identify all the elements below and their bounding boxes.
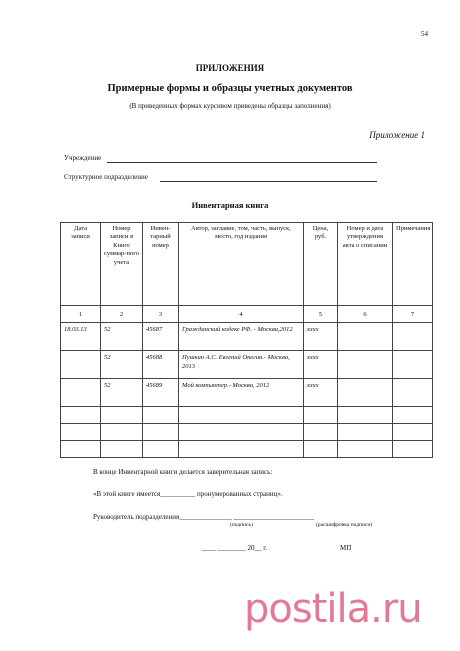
table-row [61, 351, 433, 379]
column-number: 3 [143, 306, 179, 323]
cell-record-number: 52 [101, 351, 143, 379]
cell-price: хххх [304, 379, 338, 407]
inventory-table [60, 222, 433, 458]
column-number-row [61, 306, 433, 323]
cell-price: хххх [304, 351, 338, 379]
table-header-row [61, 223, 433, 306]
cell-empty [143, 424, 179, 441]
column-number: 2 [101, 306, 143, 323]
cell-notes [393, 351, 433, 379]
institution-line [107, 162, 377, 163]
column-number: 1 [61, 306, 101, 323]
section-title: ПРИЛОЖЕНИЯ [195, 63, 265, 73]
cell-date: 18.03.13 [61, 323, 101, 351]
cell-empty [338, 441, 393, 458]
header-writeoff-act: Номер и дата утверждения акта о списании [338, 223, 393, 306]
header-date: Дата записи [61, 223, 101, 306]
cell-empty [179, 441, 304, 458]
cell-title: Пушкин А.С. Евгений Онегин.- Москва, 2013 [179, 351, 304, 379]
table-row-empty [61, 407, 433, 424]
cell-empty [101, 407, 143, 424]
cell-empty [338, 407, 393, 424]
column-number: 5 [304, 306, 338, 323]
cell-empty [61, 441, 101, 458]
stamp-label: МП [340, 544, 352, 552]
appendix-label: Приложение 1 [369, 130, 425, 140]
header-record-number: Номер записи в Книге суммар-ного учета [101, 223, 143, 306]
cell-record-number: 52 [101, 379, 143, 407]
cell-empty [61, 407, 101, 424]
division-line [160, 181, 377, 182]
table-row [61, 379, 433, 407]
cell-inventory-number: 45689 [143, 379, 179, 407]
table-row-empty [61, 424, 433, 441]
cell-empty [101, 441, 143, 458]
watermark-dot: . [370, 586, 382, 632]
cell-notes [393, 323, 433, 351]
institution-label: Учреждение [64, 154, 102, 162]
cell-empty [393, 441, 433, 458]
cell-empty [61, 424, 101, 441]
cell-title: Гражданский кодекс РФ. - Москва,2012 [179, 323, 304, 351]
cell-writeoff-act [338, 351, 393, 379]
signature-caption: (подпись) [230, 522, 253, 528]
signature-decoding-caption: (расшифровка подписи) [316, 522, 373, 528]
table-row [61, 323, 433, 351]
cell-record-number: 52 [101, 323, 143, 351]
watermark-main: postila [244, 586, 371, 632]
cell-empty [304, 424, 338, 441]
header-title: Автор, заглавие, том, часть, выпуск, место, год издания [179, 223, 304, 306]
footer-line-2: «В этой книге имеется__________ пронумерованных страниц». [93, 490, 283, 498]
cell-notes [393, 379, 433, 407]
cell-empty [179, 424, 304, 441]
page-number: 54 [421, 30, 428, 38]
header-notes: Примечания [393, 223, 433, 306]
cell-inventory-number: 45688 [143, 351, 179, 379]
cell-empty [101, 424, 143, 441]
cell-date [61, 379, 101, 407]
cell-writeoff-act [338, 379, 393, 407]
cell-empty [179, 407, 304, 424]
document-note: (В приведенных формах курсивом приведены образцы заполнения) [129, 102, 331, 110]
cell-empty [304, 441, 338, 458]
cell-inventory-number: 45687 [143, 323, 179, 351]
table-title: Инвентарная книга [191, 200, 269, 210]
header-price: Цена, руб. [304, 223, 338, 306]
cell-empty [393, 424, 433, 441]
cell-price: хххх [304, 323, 338, 351]
cell-empty [304, 407, 338, 424]
header-inventory-number: Инвен-тарный номер [143, 223, 179, 306]
footer-line-3: Руководитель подразделения_______________ _______________________ [93, 513, 314, 521]
division-label: Структурное подразделение [64, 173, 148, 181]
cell-empty [393, 407, 433, 424]
cell-title: Мой компьютер.- Москва, 2012 [179, 379, 304, 407]
table-row-empty [61, 441, 433, 458]
cell-writeoff-act [338, 323, 393, 351]
cell-empty [338, 424, 393, 441]
column-number: 4 [179, 306, 304, 323]
watermark-logo [244, 586, 422, 632]
watermark-tld: ru [381, 586, 422, 632]
document-subtitle: Примерные формы и образцы учетных документов [107, 83, 353, 94]
column-number: 6 [338, 306, 393, 323]
date-line: ____ ________ 20__ г. [202, 544, 268, 552]
footer-line-1: В конце Инвентарной книги делается заверительная запись: [93, 468, 273, 476]
cell-empty [143, 441, 179, 458]
cell-date [61, 351, 101, 379]
cell-empty [143, 407, 179, 424]
column-number: 7 [393, 306, 433, 323]
